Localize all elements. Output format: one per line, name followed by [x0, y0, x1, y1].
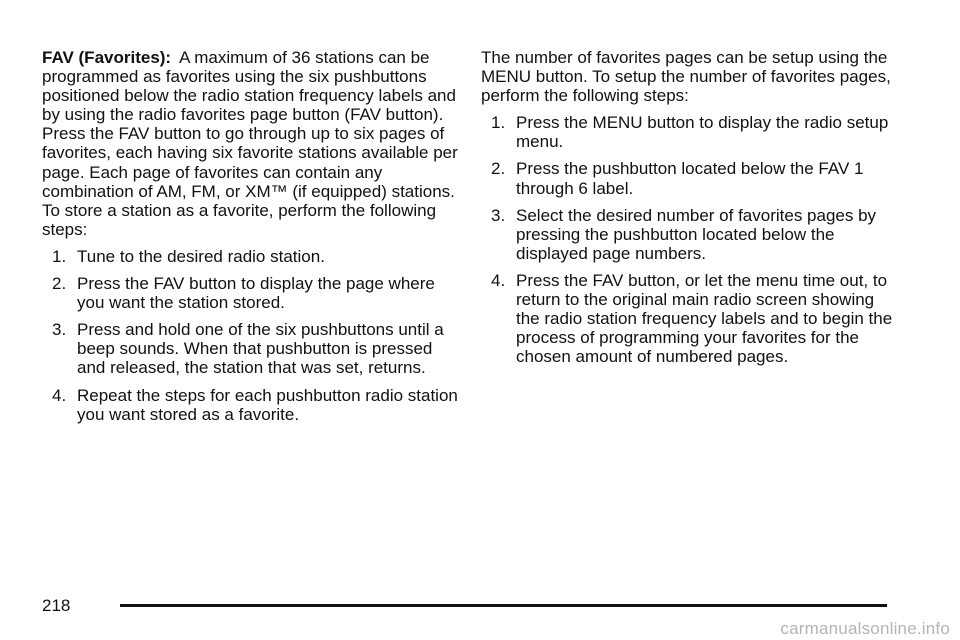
step-item	[481, 159, 901, 197]
step-text: Press the FAV button, or let the menu time out, to return to the original main radio screen showing the radio station frequency labels and to begin the process of programming your favorites for the chosen amount of numbered pages.	[516, 270, 893, 367]
watermark: carmanualsonline.info	[780, 618, 950, 638]
favorites-intro-text: A maximum of 36 stations can be programmed as favorites using the six pushbuttons positioned below the radio station frequency labels and by using the radio favorites page button (FAV button). Press the FAV button to go through up to six pages of favorites, each having six favorite stations available per page. Each page of favorites can contain any combination of AM, FM, or XM™ (if equipped) stations. To store a station as a favorite, perform the following steps:	[42, 48, 458, 239]
favorites-heading: FAV (Favorites):	[42, 48, 172, 67]
step-number: 2.	[52, 274, 67, 294]
favorites-intro-paragraph	[42, 48, 460, 239]
step-number: 4.	[52, 385, 67, 405]
step-text: Select the desired number of favorites pages by pressing the pushbutton located below the displayed page numbers.	[516, 205, 877, 263]
step-text: Press the pushbutton located below the FAV 1 through 6 label.	[516, 159, 864, 198]
step-number: 1.	[52, 246, 67, 266]
right-column	[481, 48, 901, 374]
left-column	[42, 48, 460, 432]
favorites-pages-intro: The number of favorites pages can be setup using the MENU button. To setup the number of favorites pages, perform the following steps:	[481, 48, 891, 106]
setup-pages-steps	[481, 113, 901, 366]
step-text: Press the FAV button to display the page where you want the station stored.	[77, 274, 435, 313]
step-text: Repeat the steps for each pushbutton radio station you want stored as a favorite.	[77, 385, 458, 424]
step-number: 2.	[491, 159, 506, 179]
step-number: 1.	[491, 113, 506, 133]
step-item	[42, 247, 460, 266]
step-number: 3.	[491, 205, 506, 225]
store-favorite-steps	[42, 247, 460, 424]
step-item	[481, 271, 901, 366]
step-text: Press the MENU button to display the radio setup menu.	[516, 113, 889, 152]
step-item	[42, 274, 460, 312]
footer-rule	[120, 604, 887, 607]
step-number: 3.	[52, 320, 67, 340]
page-number: 218	[42, 596, 71, 615]
step-item	[481, 206, 901, 263]
step-number: 4.	[491, 270, 506, 290]
step-item	[42, 386, 460, 424]
step-text: Tune to the desired radio station.	[77, 246, 325, 266]
step-item	[42, 320, 460, 377]
step-text: Press and hold one of the six pushbuttons until a beep sounds. When that pushbutton is pressed and released, the station that was set, returns.	[77, 320, 444, 378]
step-item	[481, 113, 901, 151]
page-footer	[42, 596, 887, 616]
